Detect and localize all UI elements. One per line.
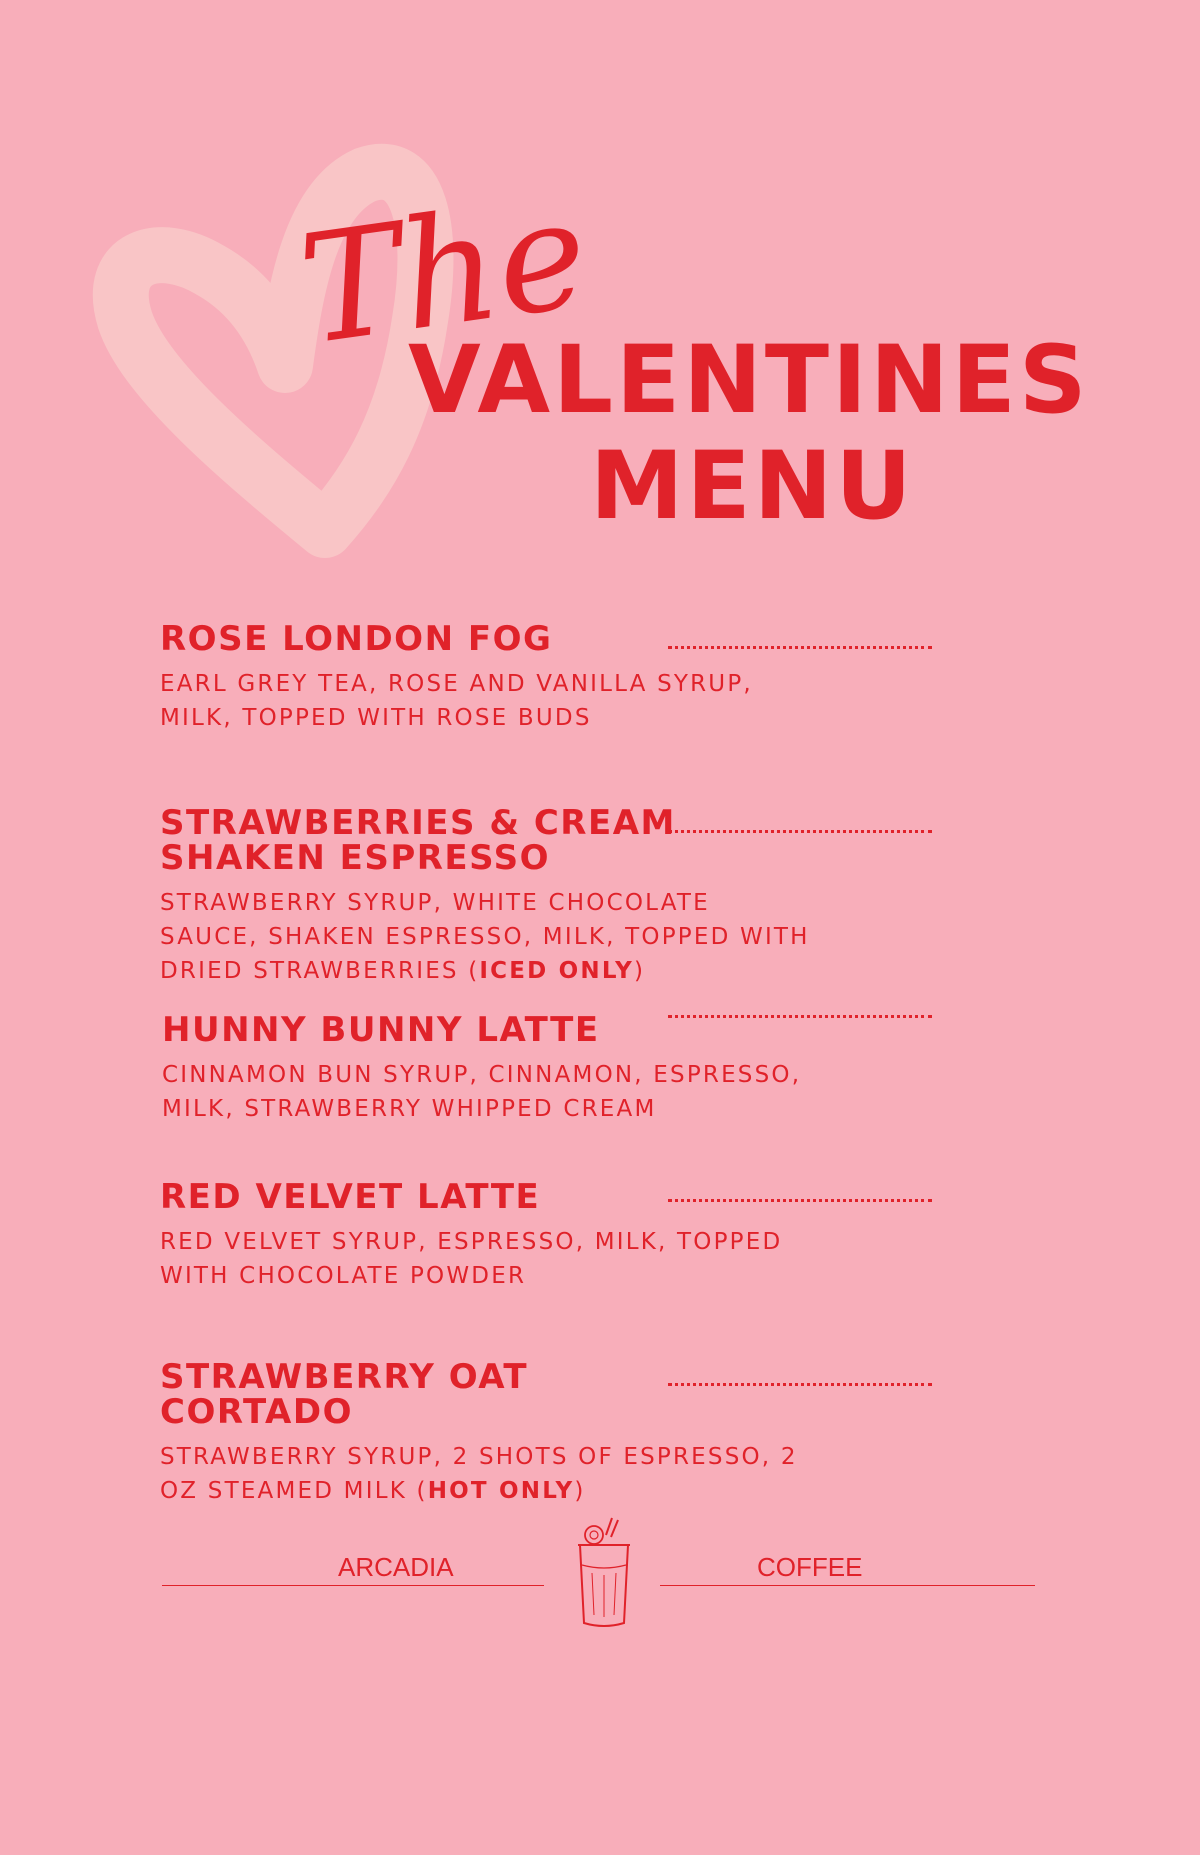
dotted-leader bbox=[668, 830, 932, 833]
item-description: EARL GREY TEA, ROSE AND VANILLA SYRUP, MILK, TOPPED WITH ROSE BUDS bbox=[160, 671, 753, 731]
dotted-leader bbox=[668, 646, 932, 649]
menu-item-strawberries-cream bbox=[160, 803, 810, 988]
menu-item-red-velvet-latte bbox=[160, 1177, 783, 1293]
dotted-leader bbox=[668, 1199, 932, 1202]
iced-only-note: ICED ONLY bbox=[479, 958, 634, 984]
footer-brand-left: ARCADIA bbox=[338, 1552, 454, 1582]
item-name: HUNNY BUNNY LATTE bbox=[162, 1010, 600, 1050]
dotted-leader bbox=[668, 1015, 932, 1018]
menu-item-rose-london-fog bbox=[160, 619, 753, 735]
item-description: STRAWBERRY SYRUP, WHITE CHOCOLATE SAUCE, SHAKEN ESPRESSO, MILK, TOPPED WITH DRIED STRAWBERRIES (ICED ONLY) bbox=[160, 890, 810, 984]
item-name: STRAWBERRY OAT CORTADO bbox=[160, 1357, 529, 1432]
title-line-2: MENU bbox=[590, 432, 915, 541]
item-name: ROSE LONDON FOG bbox=[160, 619, 553, 659]
footer-brand-right: COFFEE bbox=[757, 1552, 863, 1582]
menu-item-hunny-bunny-latte bbox=[162, 1010, 802, 1126]
item-description: STRAWBERRY SYRUP, 2 SHOTS OF ESPRESSO, 2 OZ STEAMED MILK (HOT ONLY) bbox=[160, 1444, 798, 1504]
item-name: STRAWBERRIES & CREAM SHAKEN ESPRESSO bbox=[160, 803, 676, 878]
item-name: RED VELVET LATTE bbox=[160, 1177, 541, 1217]
dotted-leader bbox=[668, 1383, 932, 1386]
footer-rule-right bbox=[660, 1585, 1035, 1586]
title-line-1: VALENTINES bbox=[408, 326, 1090, 435]
hot-only-note: HOT ONLY bbox=[427, 1478, 575, 1504]
item-description: CINNAMON BUN SYRUP, CINNAMON, ESPRESSO, MILK, STRAWBERRY WHIPPED CREAM bbox=[162, 1062, 802, 1122]
iced-drink-cup-icon bbox=[572, 1515, 636, 1630]
script-word: The bbox=[290, 166, 598, 379]
item-description: RED VELVET SYRUP, ESPRESSO, MILK, TOPPED WITH CHOCOLATE POWDER bbox=[160, 1229, 783, 1289]
footer-rule-left bbox=[162, 1585, 544, 1586]
